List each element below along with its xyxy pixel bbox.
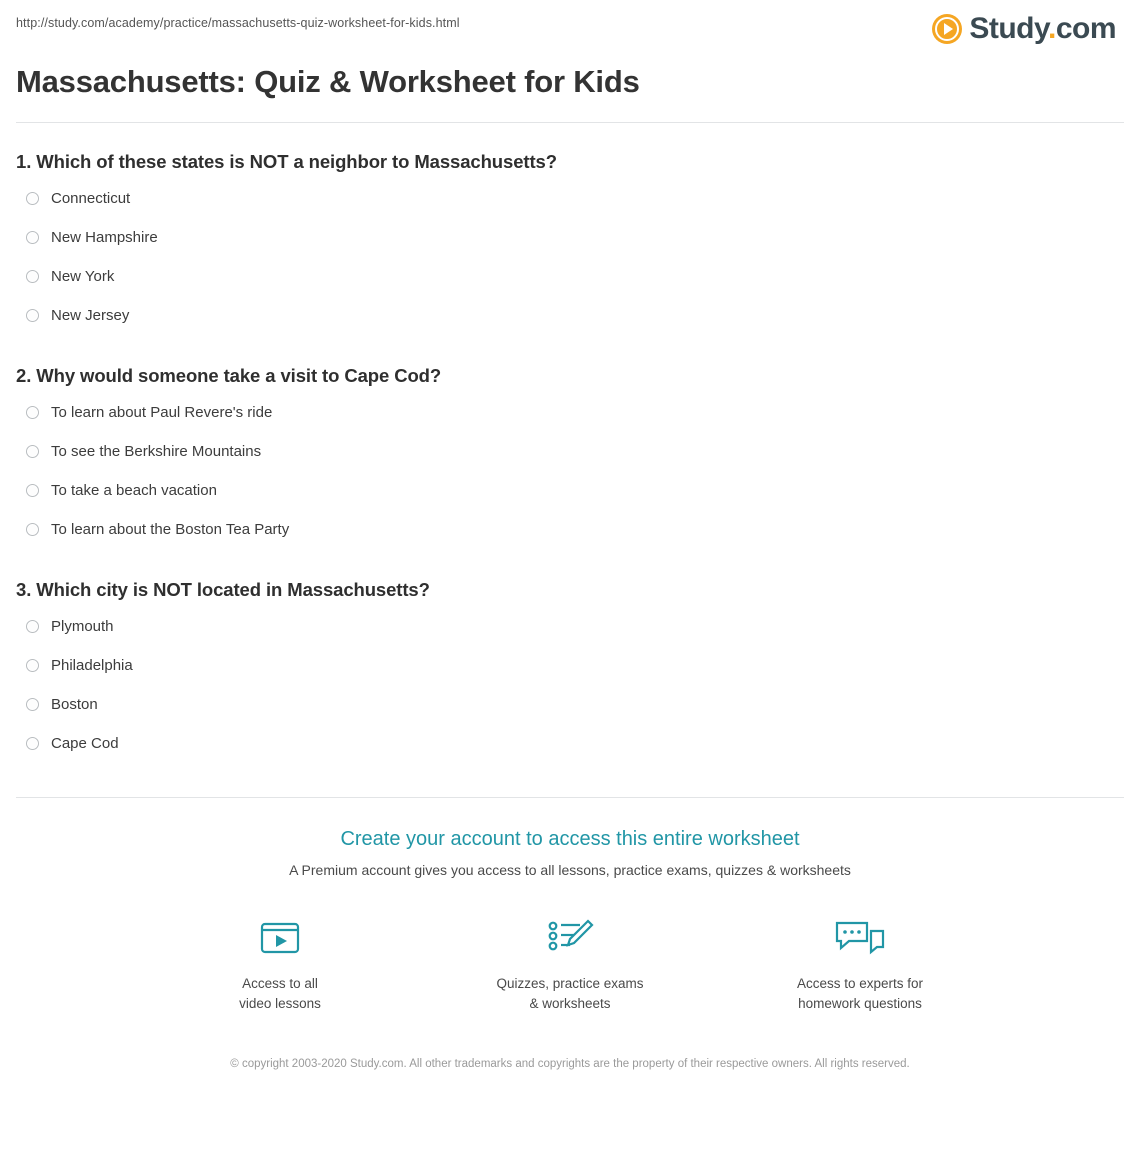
choice-list bbox=[16, 179, 1124, 335]
feature-line-2: video lessons bbox=[239, 996, 321, 1012]
logo-brand: Study bbox=[969, 12, 1048, 45]
radio-button-icon[interactable] bbox=[26, 445, 39, 458]
choice-option[interactable] bbox=[16, 296, 1124, 335]
choice-option[interactable] bbox=[16, 471, 1124, 510]
radio-button-icon[interactable] bbox=[26, 523, 39, 536]
radio-button-icon[interactable] bbox=[26, 698, 39, 711]
choice-label: Plymouth bbox=[51, 618, 114, 635]
top-bar bbox=[0, 0, 1140, 46]
feature-video-lessons bbox=[195, 914, 365, 1015]
question-1 bbox=[16, 151, 1124, 335]
radio-button-icon[interactable] bbox=[26, 192, 39, 205]
study-com-logo[interactable] bbox=[932, 12, 1124, 46]
feature-expert-help bbox=[775, 914, 945, 1015]
play-circle-icon bbox=[932, 14, 962, 44]
logo-dot: . bbox=[1047, 12, 1056, 45]
radio-button-icon[interactable] bbox=[26, 620, 39, 633]
choice-label: New Jersey bbox=[51, 307, 130, 324]
feature-line-2: homework questions bbox=[798, 996, 922, 1012]
choice-option[interactable] bbox=[16, 393, 1124, 432]
choice-option[interactable] bbox=[16, 179, 1124, 218]
choice-label: To learn about the Boston Tea Party bbox=[51, 521, 290, 538]
feature-text bbox=[775, 974, 945, 1015]
quiz-checklist-pencil-icon bbox=[485, 914, 655, 962]
choice-list bbox=[16, 393, 1124, 549]
choice-list bbox=[16, 607, 1124, 763]
feature-line-2: & worksheets bbox=[529, 996, 611, 1012]
choice-label: Connecticut bbox=[51, 190, 131, 207]
choice-option[interactable] bbox=[16, 218, 1124, 257]
create-account-link[interactable]: Create your account to access this entire worksheet bbox=[340, 828, 800, 850]
logo-suffix: com bbox=[1055, 12, 1116, 45]
question-text: 2. Why would someone take a visit to Cape Cod? bbox=[16, 365, 442, 386]
choice-option[interactable] bbox=[16, 607, 1124, 646]
choice-option[interactable] bbox=[16, 724, 1124, 763]
question-text: 3. Which city is NOT located in Massachusetts? bbox=[16, 579, 430, 600]
question-2 bbox=[16, 365, 1124, 549]
choice-label: To take a beach vacation bbox=[51, 482, 217, 499]
radio-button-icon[interactable] bbox=[26, 484, 39, 497]
choice-option[interactable] bbox=[16, 685, 1124, 724]
quiz-questions bbox=[0, 151, 1140, 763]
feature-line-1: Access to all bbox=[242, 976, 318, 991]
choice-option[interactable] bbox=[16, 432, 1124, 471]
question-3 bbox=[16, 579, 1124, 763]
radio-button-icon[interactable] bbox=[26, 737, 39, 750]
radio-button-icon[interactable] bbox=[26, 231, 39, 244]
choice-option[interactable] bbox=[16, 510, 1124, 549]
choice-label: Boston bbox=[51, 696, 98, 713]
logo-text bbox=[969, 12, 1116, 46]
choice-label: To see the Berkshire Mountains bbox=[51, 443, 262, 460]
choice-label: Cape Cod bbox=[51, 735, 119, 752]
choice-label: New Hampshire bbox=[51, 229, 158, 246]
choice-label: Philadelphia bbox=[51, 657, 133, 674]
choice-label: New York bbox=[51, 268, 115, 285]
feature-line-1: Access to experts for bbox=[796, 976, 924, 991]
page-url: http://study.com/academy/practice/massachusetts-quiz-worksheet-for-kids.html bbox=[16, 16, 460, 30]
radio-button-icon[interactable] bbox=[26, 270, 39, 283]
choice-option[interactable] bbox=[16, 257, 1124, 296]
video-player-icon bbox=[195, 914, 365, 962]
radio-button-icon[interactable] bbox=[26, 659, 39, 672]
radio-button-icon[interactable] bbox=[26, 309, 39, 322]
feature-quizzes-worksheets bbox=[485, 914, 655, 1015]
copyright-notice: © copyright 2003-2020 Study.com. All other trademarks and copyrights are the property of their respective owners. All rights reserved. bbox=[230, 1057, 910, 1070]
feature-list bbox=[0, 914, 1140, 1015]
choice-label: To learn about Paul Revere's ride bbox=[51, 404, 273, 421]
question-text: 1. Which of these states is NOT a neighbor to Massachusetts? bbox=[16, 151, 557, 172]
title-divider bbox=[16, 122, 1124, 123]
promo-section bbox=[0, 798, 1140, 1015]
page-title: Massachusetts: Quiz & Worksheet for Kids bbox=[16, 64, 640, 99]
choice-option[interactable] bbox=[16, 646, 1124, 685]
feature-text bbox=[485, 974, 655, 1015]
promo-subtext: A Premium account gives you access to all lessons, practice exams, quizzes & worksheets bbox=[289, 862, 851, 878]
feature-line-1: Quizzes, practice exams bbox=[496, 976, 644, 991]
radio-button-icon[interactable] bbox=[26, 406, 39, 419]
feature-text bbox=[195, 974, 365, 1015]
chat-bubbles-icon bbox=[775, 914, 945, 962]
